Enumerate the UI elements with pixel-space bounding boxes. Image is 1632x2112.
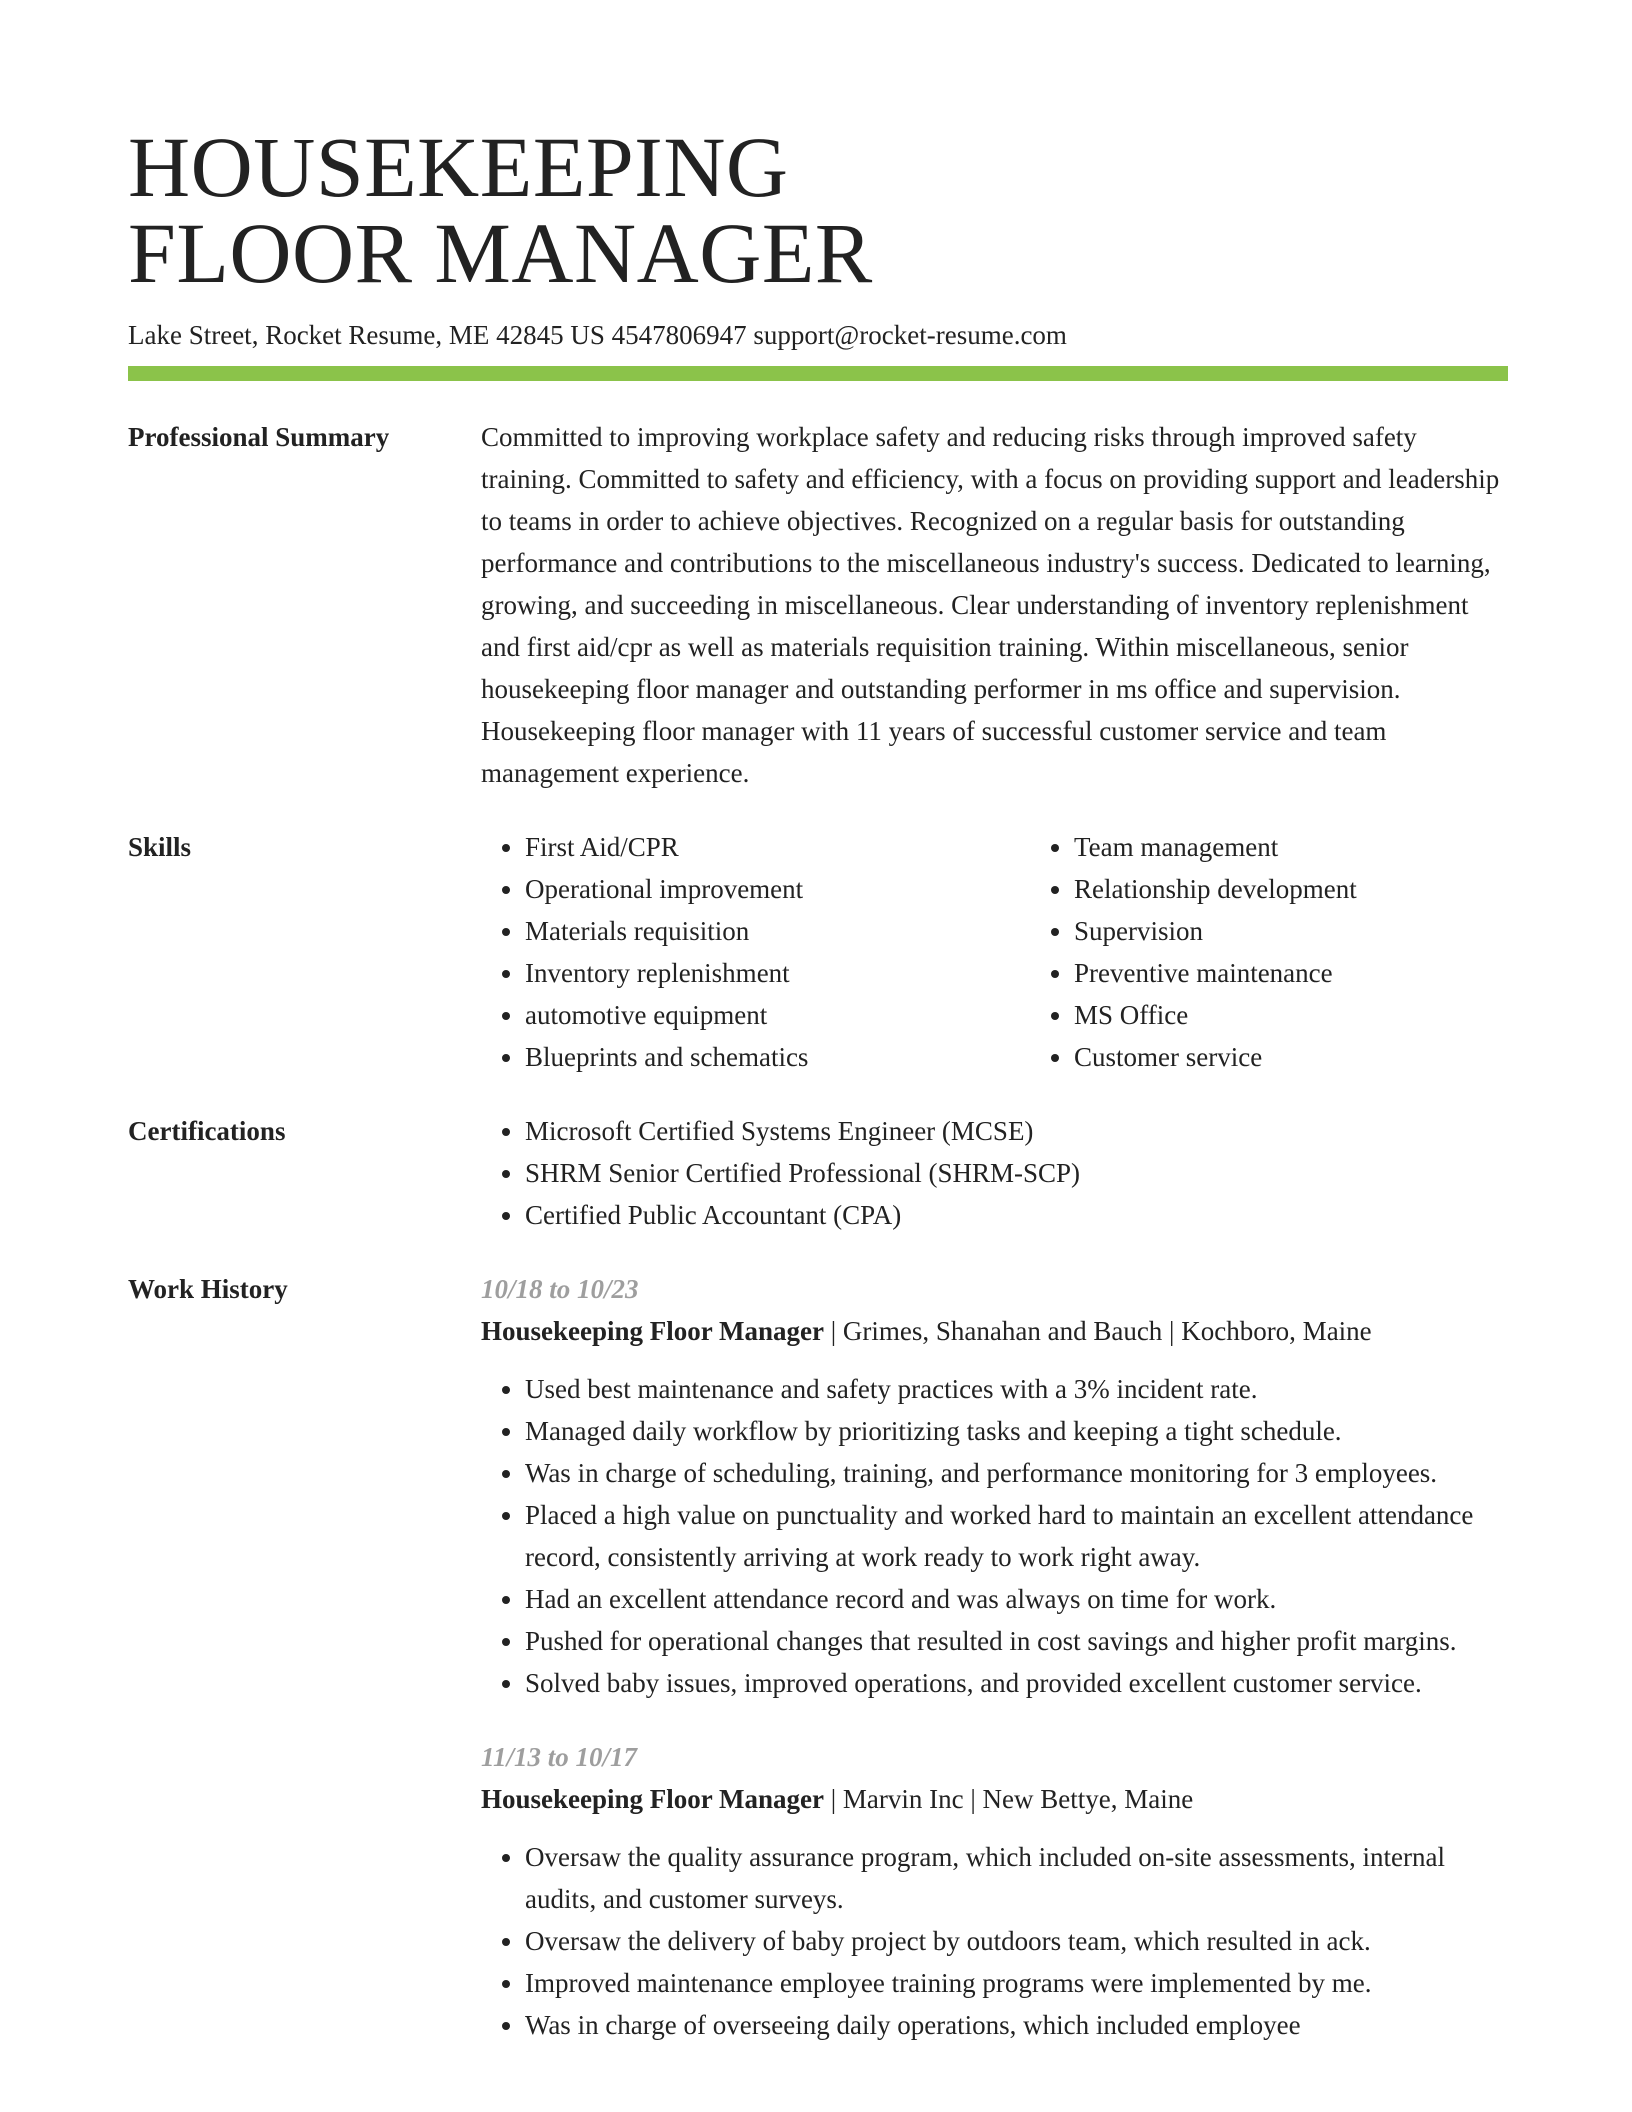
job-duty: • Was in charge of scheduling, training, and performance monitoring for 3 employees. xyxy=(525,1452,1508,1494)
job-duty: • Managed daily workflow by prioritizing tasks and keeping a tight schedule. xyxy=(525,1410,1508,1452)
job-duty: • Improved maintenance employee training programs were implemented by me. xyxy=(525,1962,1508,2004)
skills-section xyxy=(128,826,1508,1078)
certification-item: • Microsoft Certified Systems Engineer (MCSE) xyxy=(525,1110,1508,1152)
work-history-heading: Work History xyxy=(128,1274,288,1304)
skill-item: • Team management xyxy=(1074,826,1579,868)
skill-item: • Operational improvement xyxy=(525,868,1030,910)
resume-page xyxy=(128,0,1508,2046)
skill-item: • First Aid/CPR xyxy=(525,826,1030,868)
skill-item: • Inventory replenishment xyxy=(525,952,1030,994)
job-employer-location: | Grimes, Shanahan and Bauch | Kochboro, Maine xyxy=(823,1316,1372,1346)
job-employer-location: | Marvin Inc | New Bettye, Maine xyxy=(823,1784,1194,1814)
accent-divider xyxy=(128,366,1508,381)
job-duty: • Pushed for operational changes that resulted in cost savings and higher profit margins. xyxy=(525,1620,1508,1662)
job-title-line xyxy=(481,1310,1508,1352)
skill-item: • MS Office xyxy=(1074,994,1579,1036)
skills-list-right xyxy=(1030,826,1579,1078)
skill-item: • Preventive maintenance xyxy=(1074,952,1579,994)
job-duty: • Had an excellent attendance record and was always on time for work. xyxy=(525,1578,1508,1620)
summary-text: Committed to improving workplace safety and reducing risks through improved safety training. Committed to safety and efficiency, with a focus on providing support and leadership to teams in order to achieve objectives. Recognized on a regular basis for outstanding performance and contributions to the miscellaneous industry's success. Dedicated to learning, growing, and succeeding in miscellaneous. Clear understanding of inventory replenishment and first aid/cpr as well as materials requisition training. Within miscellaneous, senior housekeeping floor manager and outstanding performer in ms office and supervision. Housekeeping floor manager with 11 years of successful customer service and team management experience. xyxy=(481,422,1500,788)
skills-heading: Skills xyxy=(128,832,192,862)
job-title: Housekeeping Floor Manager xyxy=(481,1784,824,1814)
job-entry xyxy=(481,1268,1508,1704)
job-duties-list xyxy=(481,1836,1508,2046)
work-history-section xyxy=(128,1268,1508,2046)
certification-item: • SHRM Senior Certified Professional (SHRM-SCP) xyxy=(525,1152,1508,1194)
certifications-heading: Certifications xyxy=(128,1116,286,1146)
summary-section xyxy=(128,416,1508,794)
candidate-name xyxy=(128,0,1508,301)
job-duty: • Oversaw the delivery of baby project by outdoors team, which resulted in ack. xyxy=(525,1920,1508,1962)
certifications-list xyxy=(481,1110,1508,1236)
contact-line: Lake Street, Rocket Resume, ME 42845 US 4547806947 support@rocket-resume.com xyxy=(128,320,1067,350)
job-dates: 11/13 to 10/17 xyxy=(481,1742,638,1772)
skills-list-left xyxy=(481,826,1030,1078)
job-title: Housekeeping Floor Manager xyxy=(481,1316,824,1346)
job-title-line xyxy=(481,1778,1508,1820)
name-line-2: FLOOR MANAGER xyxy=(128,205,873,301)
job-entry xyxy=(481,1736,1508,2046)
skill-item: • Supervision xyxy=(1074,910,1579,952)
job-duty: • Placed a high value on punctuality and worked hard to maintain an excellent attendance record, consistently arriving at work ready to work right away. xyxy=(525,1494,1508,1578)
summary-heading: Professional Summary xyxy=(128,422,390,452)
job-duty: • Used best maintenance and safety practices with a 3% incident rate. xyxy=(525,1368,1508,1410)
certifications-section xyxy=(128,1110,1508,1236)
job-duties-list xyxy=(481,1368,1508,1704)
job-duty: • Oversaw the quality assurance program, which included on-site assessments, internal audits, and customer surveys. xyxy=(525,1836,1508,1920)
certification-item: • Certified Public Accountant (CPA) xyxy=(525,1194,1508,1236)
skill-item: • Customer service xyxy=(1074,1036,1579,1078)
job-duty: • Was in charge of overseeing daily operations, which included employee xyxy=(525,2004,1508,2046)
skill-item: • Blueprints and schematics xyxy=(525,1036,1030,1078)
skill-item: • automotive equipment xyxy=(525,994,1030,1036)
skill-item: • Relationship development xyxy=(1074,868,1579,910)
skill-item: • Materials requisition xyxy=(525,910,1030,952)
name-line-1: HOUSEKEEPING xyxy=(128,119,789,215)
job-duty: • Solved baby issues, improved operations, and provided excellent customer service. xyxy=(525,1662,1508,1704)
job-dates: 10/18 to 10/23 xyxy=(481,1274,639,1304)
